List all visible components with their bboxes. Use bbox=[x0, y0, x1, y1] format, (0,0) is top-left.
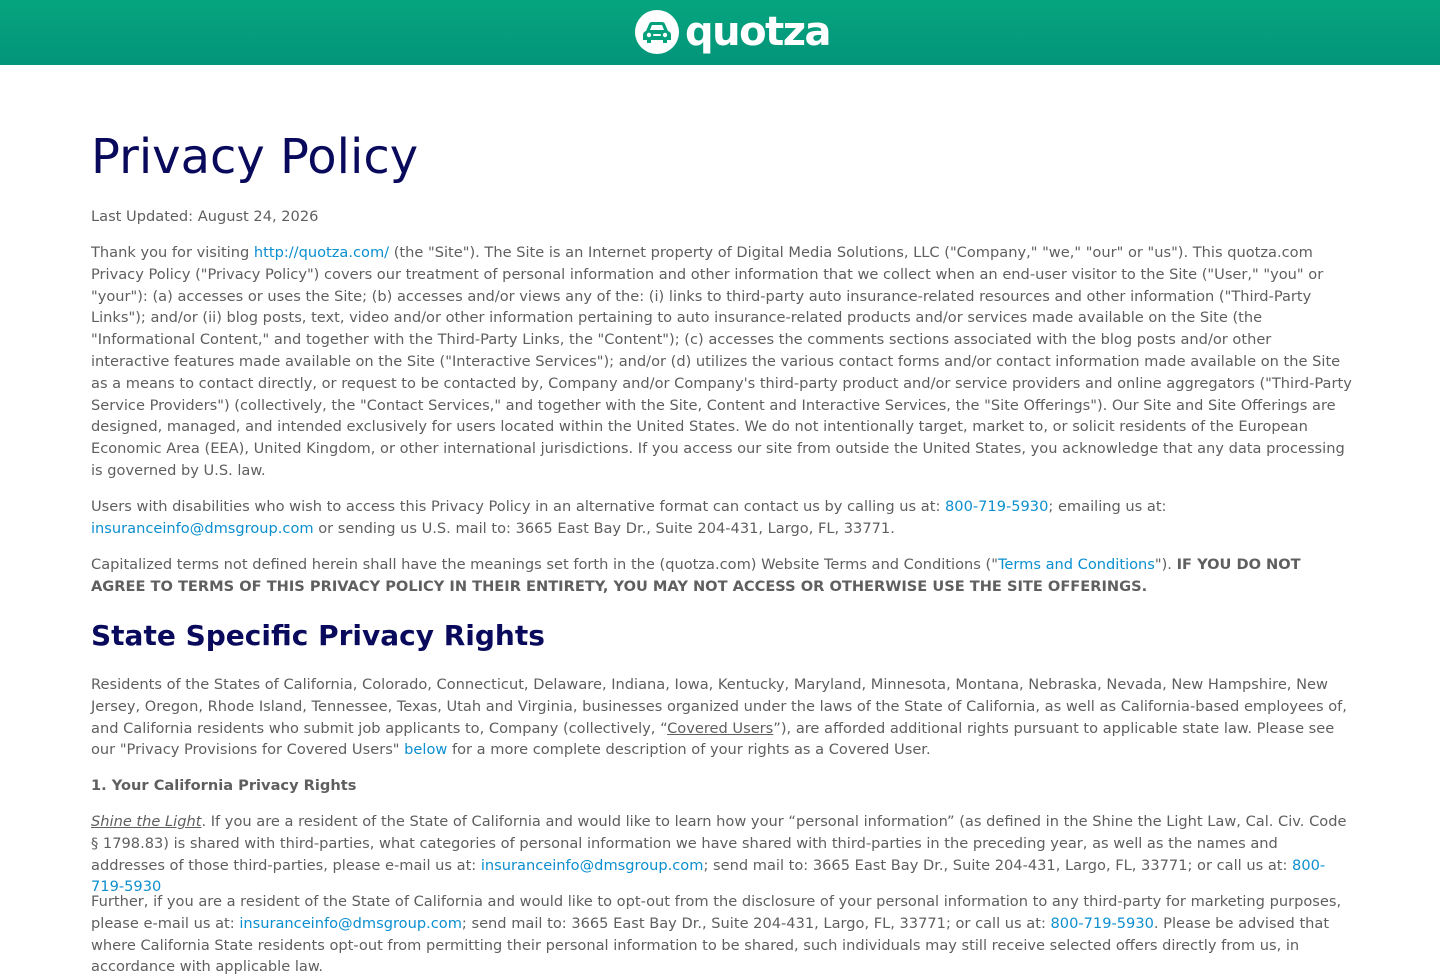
site-header bbox=[0, 0, 1440, 65]
covered-users-term: Covered Users bbox=[667, 719, 774, 737]
terms-link[interactable]: Terms and Conditions bbox=[997, 556, 1155, 573]
opt-out-text: Further, if you are a resident of the State of California and would like to opt-out from the disclosure of your personal information to any third-party for marketing purposes, please e-mail us at: bbox=[91, 893, 1342, 932]
state-rights-text-mid: ”), are afforded additional rights pursuant to applicable state law. Please see our "Privacy Provisions for Covered Users" bbox=[91, 719, 1335, 759]
car-icon bbox=[635, 10, 679, 54]
email-link[interactable]: insuranceinfo@dmsgroup.com bbox=[91, 519, 314, 537]
state-rights-heading: State Specific Privacy Rights bbox=[91, 619, 545, 652]
site-link[interactable]: http://quotza.com/ bbox=[253, 244, 390, 261]
california-rights-subheading: 1. Your California Privacy Rights bbox=[91, 777, 357, 794]
terms-text-close: "). bbox=[1154, 556, 1177, 573]
terms-warning: IF YOU DO NOT AGREE TO TERMS OF THIS PRIVACY POLICY IN THEIR ENTIRETY, YOU MAY NOT ACCESS OR OTHERWISE USE THE SITE OFFERINGS. bbox=[91, 556, 1301, 595]
page-title: Privacy Policy bbox=[91, 129, 419, 185]
opt-out-text-end: . Please be advised that where California State residents opt-out from permitting their personal information to be shared, such individuals may still receive selected offers directly from us, in accordance with applicable law. bbox=[91, 914, 1330, 976]
intro-paragraph bbox=[91, 242, 1353, 482]
accessibility-text-email: ; emailing us at: bbox=[1048, 498, 1167, 515]
opt-phone-link[interactable]: 800-719-5930 bbox=[1050, 914, 1154, 932]
opt-out-paragraph bbox=[91, 891, 1353, 978]
intro-text-start: Thank you for visiting bbox=[91, 244, 254, 261]
below-link[interactable]: below bbox=[404, 741, 448, 759]
shine-the-light-paragraph bbox=[91, 811, 1353, 898]
brand-name: quotza bbox=[685, 9, 830, 55]
intro-text-rest: (the "Site"). The Site is an Internet property of Digital Media Solutions, LLC ("Company," "we," "our" or "us"). This quotza.com Privacy Policy ("Privacy Policy") covers our treatment of personal information and other information that we collect when an end-user visitor to the Site ("User," "you" or "your"): (a) accesses or uses the Site; (b) accesses and/or views any of the: (i) links to third-party auto insurance-related resources and other information ("Third-Party Links"); and/or (ii) blog posts, text, video and/or other information pertaining to auto insurance-related products and/or services made available on the Site (the "Informational Content," and together with the Third-Party Links, the "Content"); (c) accesses the comments sections associated with the blog posts and/or other interactive features made available on the Site ("Interactive Services"); and/or (d) utilizes the various contact forms and/or contact information made available on the Site as a means to contact directly, or request to be contacted by, Company and/or Company's third-party product and/or service providers and online aggregators ("Third-Party Service Providers") (collectively, the "Contact Services," and together with the Site, Content and Interactive Services, the "Site Offerings"). Our Site and Site Offerings are designed, managed, and intended exclusively for users located within the United States. We do not intentionally target, market to, or solicit residents of the European Economic Area (EEA), United Kingdom, or other international jurisdictions. If you access our site from outside the United States, you acknowledge that any data processing is governed by U.S. law. bbox=[91, 244, 1352, 479]
stl-phone-link[interactable]: 800-719-5930 bbox=[91, 856, 1326, 896]
opt-email-link[interactable]: insuranceinfo@dmsgroup.com bbox=[239, 914, 462, 932]
state-rights-text-end: for a more complete description of your rights as a Covered User. bbox=[447, 741, 931, 759]
stl-email-link[interactable]: insuranceinfo@dmsgroup.com bbox=[480, 856, 704, 874]
state-rights-text: Residents of the States of California, Colorado, Connecticut, Delaware, Indiana, Iowa, Kentucky, Maryland, Minnesota, Montana, Nebraska, Nevada, New Hampshire, New Jersey, Oregon, Rhode Island, Tennessee, Texas, Utah and Virginia, businesses organized under the laws of the State of California, as well as California-based employees of, and California residents who submit job applicants to, Company (collectively, “ bbox=[91, 676, 1347, 737]
quotza-logo[interactable] bbox=[635, 8, 830, 56]
last-updated: Last Updated: August 24, 2026 bbox=[91, 208, 319, 225]
phone-link[interactable]: 800-719-5930 bbox=[945, 498, 1049, 515]
shine-the-light-text-mail: ; send mail to: 3665 East Bay Dr., Suite 204-431, Largo, FL, 33771; or call us at: bbox=[703, 856, 1293, 874]
opt-out-text-mail: ; send mail to: 3665 East Bay Dr., Suite 204-431, Largo, FL, 33771; or call us at: bbox=[461, 914, 1051, 932]
accessibility-paragraph bbox=[91, 496, 1353, 540]
state-rights-paragraph bbox=[91, 674, 1353, 761]
shine-the-light-text: . If you are a resident of the State of California and would like to learn how your “personal information” (as defined in the Shine the Light Law, Cal. Civ. Code § 1798.83) is shared with third-parties, what categories of personal information we have shared with third-parties in the preceding year, as well as the names and addresses of those third-parties, please e-mail us at: bbox=[91, 813, 1347, 874]
terms-text: Capitalized terms not defined herein shall have the meanings set forth in the (quotza.com) Website Terms and Conditions (" bbox=[91, 556, 998, 573]
shine-the-light-label: Shine the Light bbox=[91, 813, 202, 830]
accessibility-text-mail: or sending us U.S. mail to: 3665 East Bay Dr., Suite 204-431, Largo, FL, 33771. bbox=[313, 519, 895, 537]
accessibility-text: Users with disabilities who wish to access this Privacy Policy in an alternative format can contact us by calling us at: bbox=[91, 498, 945, 515]
terms-paragraph bbox=[91, 554, 1353, 598]
